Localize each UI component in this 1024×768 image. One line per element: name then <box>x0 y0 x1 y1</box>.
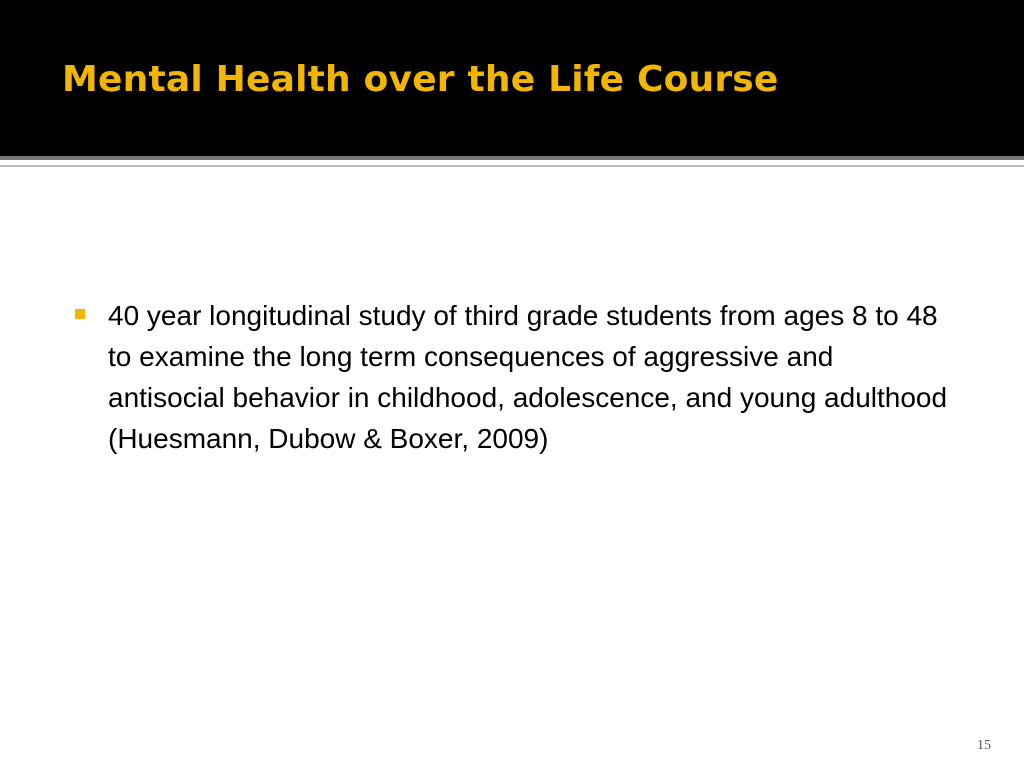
slide-title: Mental Health over the Life Course <box>62 59 779 100</box>
title-band <box>0 0 1024 160</box>
title-band-bottom-rule <box>0 156 1024 160</box>
bullet-text: 40 year longitudinal study of third grade students from ages 8 to 48 to examine the long term consequences of aggressive and antisocial behavior in childhood, adolescence, and young adulthood (Huesmann, Dubow & Boxer, 2009) <box>108 300 948 454</box>
square-bullet-icon <box>75 309 85 319</box>
bullet-item <box>74 295 954 459</box>
slide-number: 15 <box>977 738 991 753</box>
content-area <box>74 295 954 459</box>
divider-line <box>0 165 1024 167</box>
